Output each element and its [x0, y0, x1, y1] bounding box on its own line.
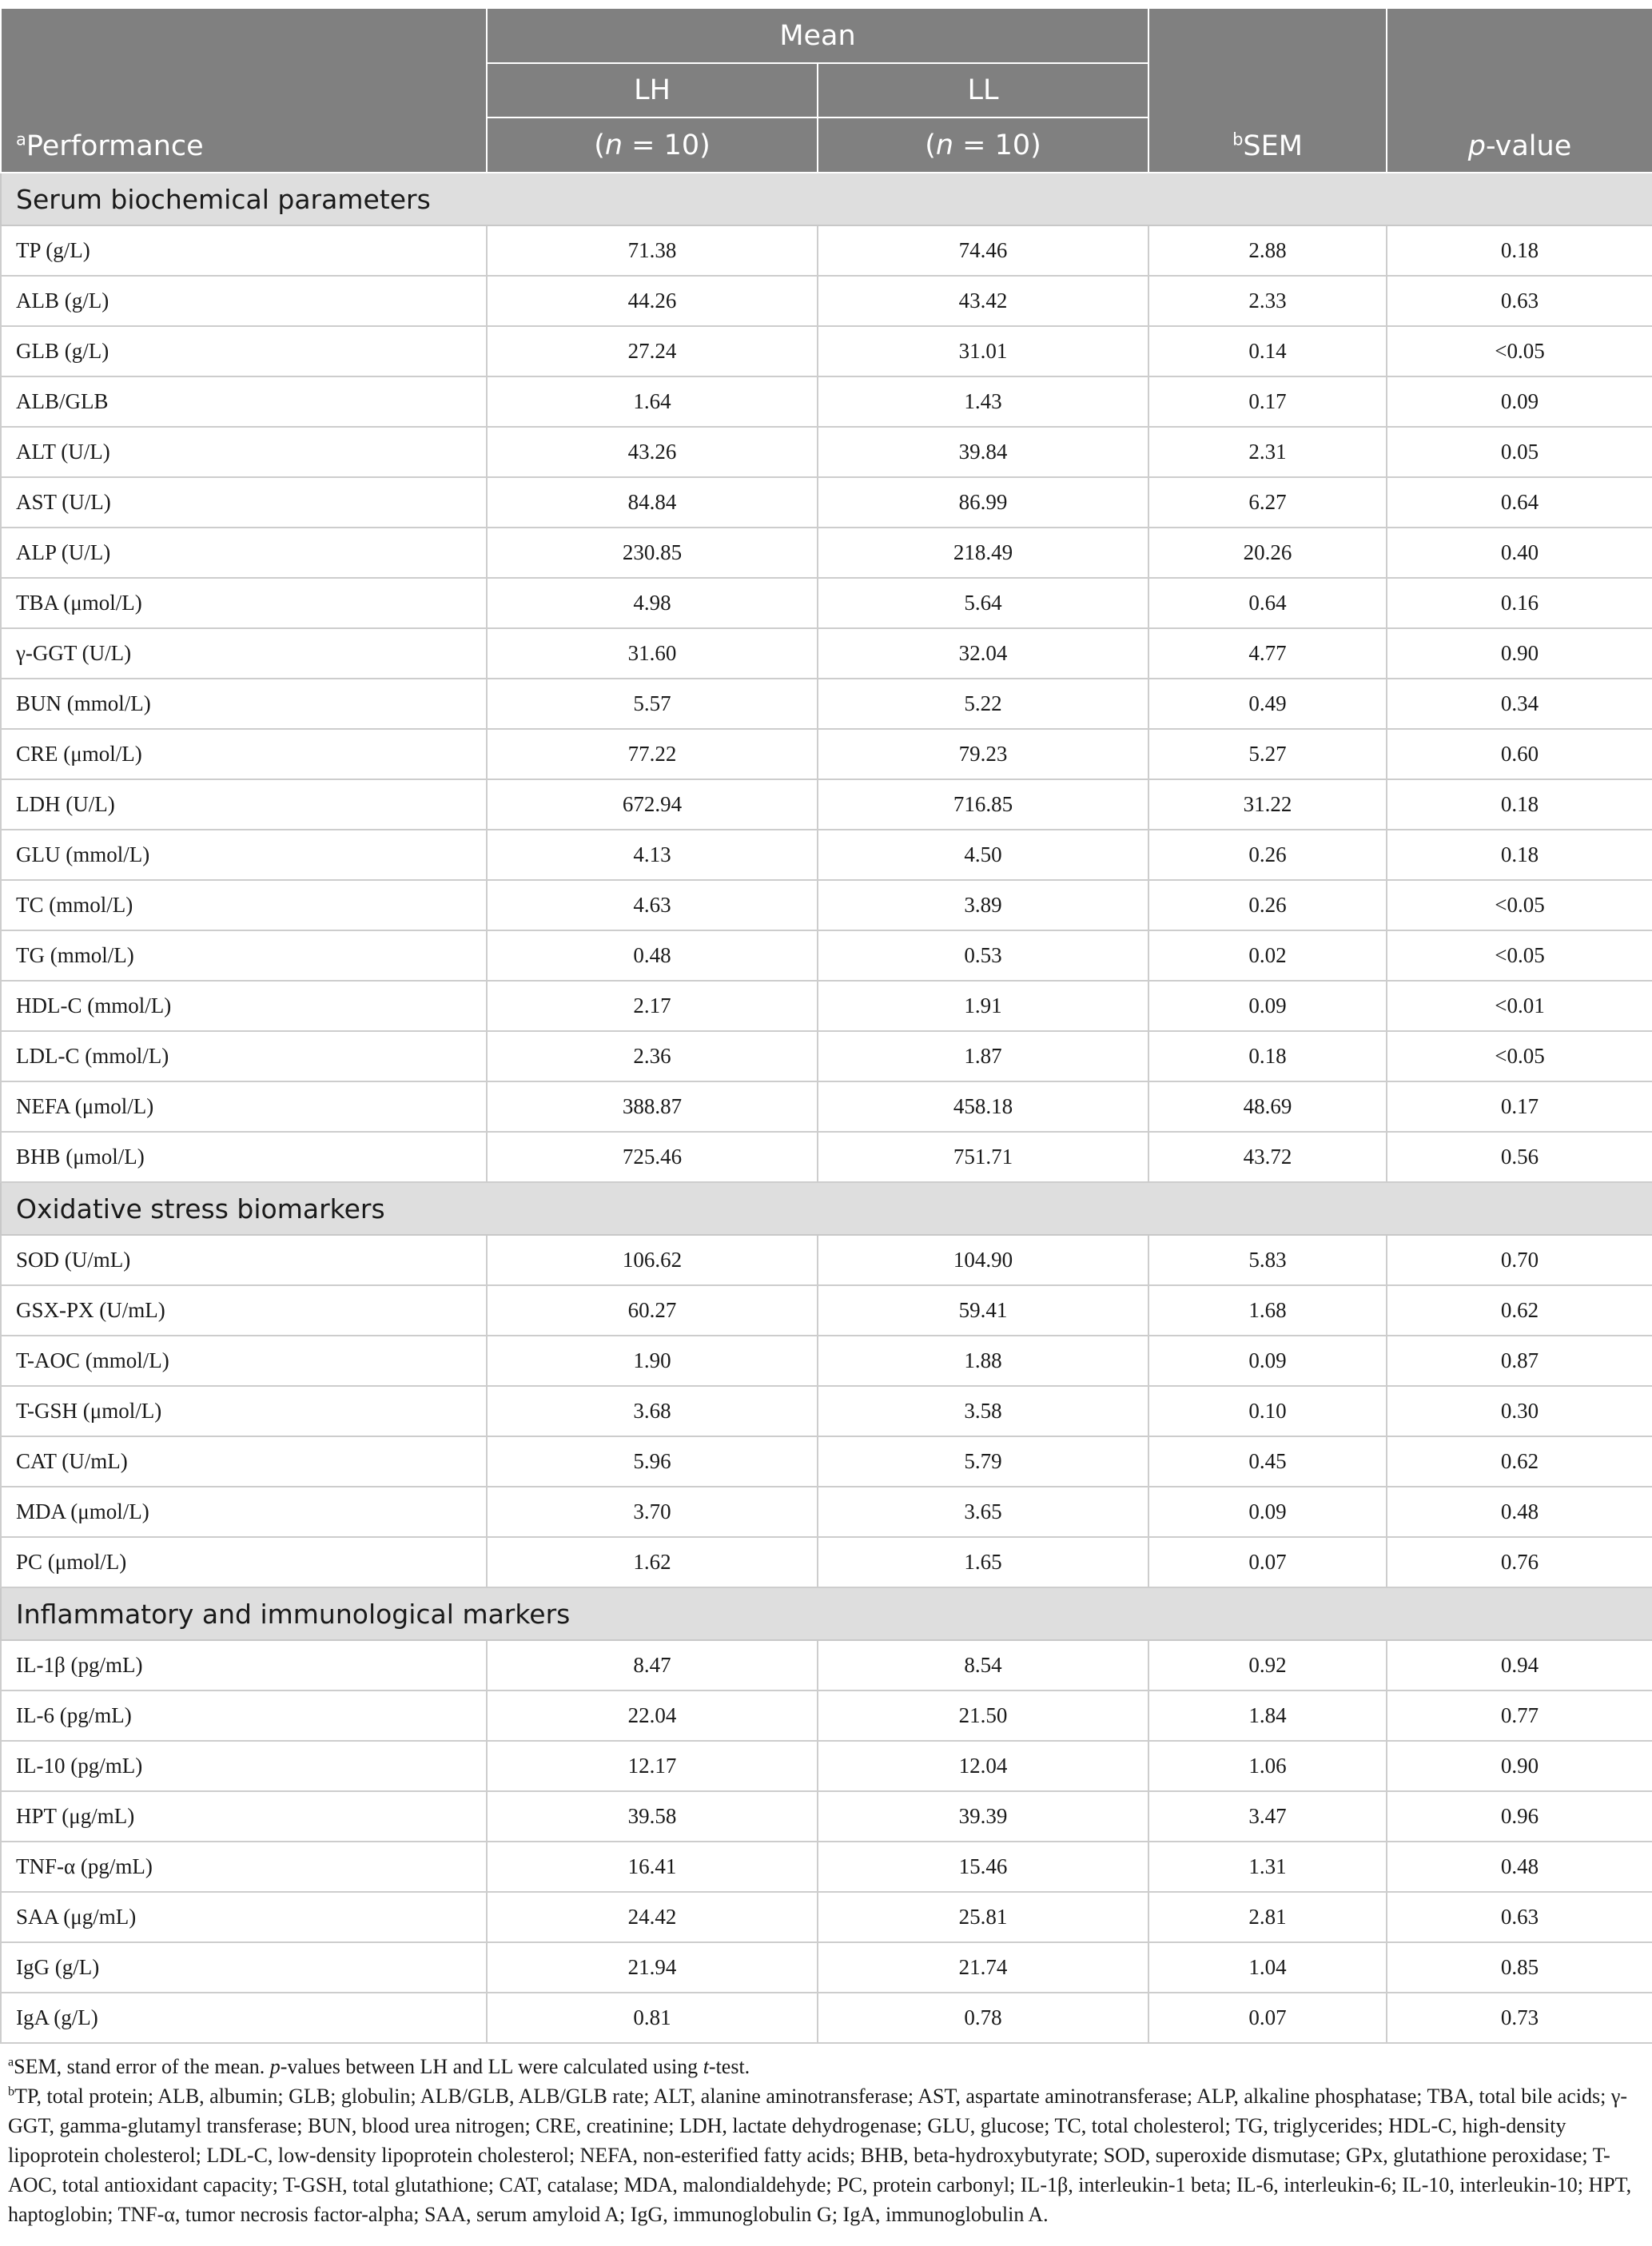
sem-cell: 3.47 — [1148, 1791, 1387, 1842]
lh-mean-cell: 725.46 — [487, 1132, 818, 1182]
table-row — [1, 1386, 1652, 1436]
sem-cell: 1.84 — [1148, 1690, 1387, 1741]
ll-mean-cell: 39.84 — [818, 427, 1148, 477]
lh-mean-cell: 2.36 — [487, 1031, 818, 1081]
table-row — [1, 1942, 1652, 1993]
table-row — [1, 981, 1652, 1031]
parameter-cell: T-GSH (μmol/L) — [1, 1386, 487, 1436]
parameter-cell: CAT (U/mL) — [1, 1436, 487, 1487]
table-row — [1, 1031, 1652, 1081]
sem-cell: 0.02 — [1148, 930, 1387, 981]
lh-mean-cell: 0.81 — [487, 1993, 818, 2043]
sem-cell: 0.26 — [1148, 830, 1387, 880]
parameter-cell: T-AOC (mmol/L) — [1, 1336, 487, 1386]
lh-header: LH — [487, 63, 818, 117]
ll-mean-cell: 104.90 — [818, 1235, 1148, 1285]
p-value-cell: 0.90 — [1387, 628, 1652, 679]
sem-cell: 0.45 — [1148, 1436, 1387, 1487]
table-row — [1, 376, 1652, 427]
parameter-cell: CRE (μmol/L) — [1, 729, 487, 779]
section-title: Inflammatory and immunological markers — [1, 1587, 1652, 1640]
sem-cell: 31.22 — [1148, 779, 1387, 830]
sem-cell: 1.31 — [1148, 1842, 1387, 1892]
parameter-cell: IL-10 (pg/mL) — [1, 1741, 487, 1791]
lh-mean-cell: 77.22 — [487, 729, 818, 779]
lh-mean-cell: 2.17 — [487, 981, 818, 1031]
ll-mean-cell: 458.18 — [818, 1081, 1148, 1132]
parameter-cell: IL-1β (pg/mL) — [1, 1640, 487, 1690]
sem-cell: 4.77 — [1148, 628, 1387, 679]
table-row — [1, 427, 1652, 477]
ll-mean-cell: 15.46 — [818, 1842, 1148, 1892]
ll-mean-cell: 59.41 — [818, 1285, 1148, 1336]
p-value-cell: 0.56 — [1387, 1132, 1652, 1182]
section-title: Serum biochemical parameters — [1, 173, 1652, 225]
parameter-cell: ALB/GLB — [1, 376, 487, 427]
sem-cell: 1.06 — [1148, 1741, 1387, 1791]
sem-cell: 0.92 — [1148, 1640, 1387, 1690]
parameter-cell: GLU (mmol/L) — [1, 830, 487, 880]
ll-mean-cell: 8.54 — [818, 1640, 1148, 1690]
p-value-cell: 0.73 — [1387, 1993, 1652, 2043]
lh-mean-cell: 1.64 — [487, 376, 818, 427]
p-value-cell: 0.16 — [1387, 578, 1652, 628]
section-title: Oxidative stress biomarkers — [1, 1182, 1652, 1235]
table-row — [1, 528, 1652, 578]
ll-mean-cell: 1.43 — [818, 376, 1148, 427]
ll-mean-cell: 751.71 — [818, 1132, 1148, 1182]
p-value-cell: 0.90 — [1387, 1741, 1652, 1791]
p-value-cell: 0.48 — [1387, 1487, 1652, 1537]
p-value-cell: 0.30 — [1387, 1386, 1652, 1436]
ll-mean-cell: 32.04 — [818, 628, 1148, 679]
sem-cell: 5.83 — [1148, 1235, 1387, 1285]
ll-mean-cell: 3.89 — [818, 880, 1148, 930]
lh-mean-cell: 3.68 — [487, 1386, 818, 1436]
ll-mean-cell: 716.85 — [818, 779, 1148, 830]
sem-cell: 20.26 — [1148, 528, 1387, 578]
lh-mean-cell: 1.90 — [487, 1336, 818, 1386]
ll-mean-cell: 39.39 — [818, 1791, 1148, 1842]
parameter-cell: BUN (mmol/L) — [1, 679, 487, 729]
table-row — [1, 779, 1652, 830]
p-value-cell: 0.18 — [1387, 779, 1652, 830]
sem-cell: 2.81 — [1148, 1892, 1387, 1942]
sem-header: $^b$SEM — [1148, 8, 1387, 173]
table-row — [1, 679, 1652, 729]
p-value-cell: 0.64 — [1387, 477, 1652, 528]
ll-mean-cell: 25.81 — [818, 1892, 1148, 1942]
parameter-cell: ALP (U/L) — [1, 528, 487, 578]
p-value-cell: 0.18 — [1387, 225, 1652, 276]
table-header — [1, 8, 1652, 173]
performance-header: $^a$Performance — [1, 8, 487, 173]
sem-cell: 0.07 — [1148, 1993, 1387, 2043]
table-row — [1, 930, 1652, 981]
p-value-cell: 0.85 — [1387, 1942, 1652, 1993]
parameter-cell: TG (mmol/L) — [1, 930, 487, 981]
p-value-cell: 0.96 — [1387, 1791, 1652, 1842]
sem-cell: 1.04 — [1148, 1942, 1387, 1993]
lh-mean-cell: 39.58 — [487, 1791, 818, 1842]
table-row — [1, 628, 1652, 679]
parameter-cell: MDA (μmol/L) — [1, 1487, 487, 1537]
ll-header: LL — [818, 63, 1148, 117]
parameter-cell: ALT (U/L) — [1, 427, 487, 477]
lh-mean-cell: 388.87 — [487, 1081, 818, 1132]
section-header-row — [1, 1182, 1652, 1235]
p-value-cell: 0.62 — [1387, 1285, 1652, 1336]
p-value-cell: 0.05 — [1387, 427, 1652, 477]
parameter-cell: ALB (g/L) — [1, 276, 487, 326]
parameter-cell: TBA (μmol/L) — [1, 578, 487, 628]
ll-mean-cell: 5.79 — [818, 1436, 1148, 1487]
parameter-cell: LDH (U/L) — [1, 779, 487, 830]
lh-mean-cell: 5.96 — [487, 1436, 818, 1487]
sem-cell: 0.26 — [1148, 880, 1387, 930]
sem-cell: 0.49 — [1148, 679, 1387, 729]
table-row — [1, 1892, 1652, 1942]
sem-cell: 0.10 — [1148, 1386, 1387, 1436]
footnotes — [8, 2052, 1644, 2229]
parameter-cell: NEFA (μmol/L) — [1, 1081, 487, 1132]
p-value-cell: 0.40 — [1387, 528, 1652, 578]
ll-mean-cell: 1.91 — [818, 981, 1148, 1031]
parameter-cell: GSX-PX (U/mL) — [1, 1285, 487, 1336]
parameter-cell: BHB (μmol/L) — [1, 1132, 487, 1182]
sem-cell: 2.31 — [1148, 427, 1387, 477]
lh-mean-cell: 71.38 — [487, 225, 818, 276]
p-value-cell: 0.34 — [1387, 679, 1652, 729]
lh-mean-cell: 672.94 — [487, 779, 818, 830]
parameter-cell: TP (g/L) — [1, 225, 487, 276]
ll-mean-cell: 3.65 — [818, 1487, 1148, 1537]
footnote-b: $^b$TP, total protein; ALB, albumin; GLB; globulin; ALB/GLB, ALB/GLB rate; ALT, alanine aminotransferase; AST, aspartate aminotransferase; ALP, alkaline phosphatase; TBA, total bile acids; γ-GGT, gamma-glutamyl transferase; BUN, blood urea nitrogen; CRE, creatinine; LDH, lactate dehydrogenase; GLU, glucose; TC, total cholesterol; TG, triglycerides; HDL-C, high-density lipoprotein cholesterol; LDL-C, low-density lipoprotein cholesterol; NEFA, non-esterified fatty acids; BHB, beta-hydroxybutyrate; SOD, superoxide dismutase; GPx, glutathione peroxidase; T-AOC, total antioxidant capacity; T-GSH, total glutathione; CAT, catalase; MDA, malondialdehyde; PC, protein carbonyl; IL-1β, interleukin-1 beta; IL-6, interleukin-6; IL-10, interleukin-10; HPT, haptoglobin; TNF-α, tumor necrosis factor-alpha; SAA, serum amyloid A; IgG, immunoglobulin G; IgA, immunoglobulin A. — [8, 2085, 1632, 2226]
lh-mean-cell: 8.47 — [487, 1640, 818, 1690]
parameter-cell: IgG (g/L) — [1, 1942, 487, 1993]
parameter-cell: γ-GGT (U/L) — [1, 628, 487, 679]
lh-mean-cell: 16.41 — [487, 1842, 818, 1892]
parameter-cell: IL-6 (pg/mL) — [1, 1690, 487, 1741]
lh-n-header: (n = 10) — [487, 117, 818, 173]
p-value-cell: <0.05 — [1387, 1031, 1652, 1081]
lh-mean-cell: 44.26 — [487, 276, 818, 326]
lh-mean-cell: 21.94 — [487, 1942, 818, 1993]
table-row — [1, 1487, 1652, 1537]
ll-mean-cell: 21.74 — [818, 1942, 1148, 1993]
ll-mean-cell: 0.53 — [818, 930, 1148, 981]
lh-mean-cell: 230.85 — [487, 528, 818, 578]
p-value-cell: <0.05 — [1387, 326, 1652, 376]
ll-mean-cell: 74.46 — [818, 225, 1148, 276]
sem-cell: 0.64 — [1148, 578, 1387, 628]
table-row — [1, 1132, 1652, 1182]
mean-header: Mean — [487, 8, 1148, 63]
p-value-cell: 0.60 — [1387, 729, 1652, 779]
p-value-cell: <0.05 — [1387, 880, 1652, 930]
lh-mean-cell: 43.26 — [487, 427, 818, 477]
sem-cell: 5.27 — [1148, 729, 1387, 779]
lh-mean-cell: 27.24 — [487, 326, 818, 376]
table-row — [1, 477, 1652, 528]
section-header-row — [1, 173, 1652, 225]
lh-mean-cell: 1.62 — [487, 1537, 818, 1587]
ll-mean-cell: 218.49 — [818, 528, 1148, 578]
sem-cell: 1.68 — [1148, 1285, 1387, 1336]
table-row — [1, 1640, 1652, 1690]
ll-mean-cell: 3.58 — [818, 1386, 1148, 1436]
parameter-cell: LDL-C (mmol/L) — [1, 1031, 487, 1081]
table-row — [1, 1741, 1652, 1791]
parameter-cell: HDL-C (mmol/L) — [1, 981, 487, 1031]
table-row — [1, 1436, 1652, 1487]
sem-cell: 6.27 — [1148, 477, 1387, 528]
ll-mean-cell: 5.64 — [818, 578, 1148, 628]
p-value-cell: <0.01 — [1387, 981, 1652, 1031]
parameter-cell: IgA (g/L) — [1, 1993, 487, 2043]
table-row — [1, 880, 1652, 930]
parameter-cell: HPT (μg/mL) — [1, 1791, 487, 1842]
sem-cell: 2.33 — [1148, 276, 1387, 326]
table-row — [1, 326, 1652, 376]
p-value-header: p-value — [1387, 8, 1652, 173]
ll-n-header: (n = 10) — [818, 117, 1148, 173]
lh-mean-cell: 22.04 — [487, 1690, 818, 1741]
lh-mean-cell: 60.27 — [487, 1285, 818, 1336]
ll-mean-cell: 21.50 — [818, 1690, 1148, 1741]
footnote-a: $^a$SEM, stand error of the mean. p-values between LH and LL were calculated using t-test. — [8, 2055, 750, 2078]
lh-mean-cell: 3.70 — [487, 1487, 818, 1537]
ll-mean-cell: 31.01 — [818, 326, 1148, 376]
p-value-cell: 0.63 — [1387, 276, 1652, 326]
sem-cell: 48.69 — [1148, 1081, 1387, 1132]
section-header-row — [1, 1587, 1652, 1640]
p-value-cell: 0.18 — [1387, 830, 1652, 880]
lh-mean-cell: 24.42 — [487, 1892, 818, 1942]
table-row — [1, 225, 1652, 276]
table-row — [1, 1336, 1652, 1386]
p-value-cell: 0.62 — [1387, 1436, 1652, 1487]
table-row — [1, 578, 1652, 628]
lh-mean-cell: 5.57 — [487, 679, 818, 729]
p-value-cell: 0.09 — [1387, 376, 1652, 427]
sem-cell: 0.09 — [1148, 981, 1387, 1031]
sem-cell: 2.88 — [1148, 225, 1387, 276]
parameter-cell: TC (mmol/L) — [1, 880, 487, 930]
sem-cell: 0.09 — [1148, 1487, 1387, 1537]
parameter-cell: PC (μmol/L) — [1, 1537, 487, 1587]
p-value-cell: 0.94 — [1387, 1640, 1652, 1690]
parameter-cell: SAA (μg/mL) — [1, 1892, 487, 1942]
lh-mean-cell: 31.60 — [487, 628, 818, 679]
table-row — [1, 1537, 1652, 1587]
sem-cell: 0.18 — [1148, 1031, 1387, 1081]
ll-mean-cell: 79.23 — [818, 729, 1148, 779]
lh-mean-cell: 4.13 — [487, 830, 818, 880]
lh-mean-cell: 84.84 — [487, 477, 818, 528]
data-table-container — [0, 7, 1652, 2229]
table-row — [1, 1285, 1652, 1336]
lh-mean-cell: 4.63 — [487, 880, 818, 930]
table-row — [1, 1842, 1652, 1892]
table-row — [1, 729, 1652, 779]
parameter-cell: TNF-α (pg/mL) — [1, 1842, 487, 1892]
ll-mean-cell: 0.78 — [818, 1993, 1148, 2043]
ll-mean-cell: 12.04 — [818, 1741, 1148, 1791]
table-row — [1, 1791, 1652, 1842]
table-row — [1, 1993, 1652, 2043]
p-value-cell: 0.63 — [1387, 1892, 1652, 1942]
sem-cell: 0.14 — [1148, 326, 1387, 376]
sem-cell: 0.17 — [1148, 376, 1387, 427]
ll-mean-cell: 4.50 — [818, 830, 1148, 880]
lh-mean-cell: 106.62 — [487, 1235, 818, 1285]
p-value-cell: 0.76 — [1387, 1537, 1652, 1587]
table-row — [1, 830, 1652, 880]
p-value-cell: 0.70 — [1387, 1235, 1652, 1285]
parameter-cell: GLB (g/L) — [1, 326, 487, 376]
ll-mean-cell: 1.65 — [818, 1537, 1148, 1587]
sem-cell: 43.72 — [1148, 1132, 1387, 1182]
ll-mean-cell: 43.42 — [818, 276, 1148, 326]
lh-mean-cell: 0.48 — [487, 930, 818, 981]
table-row — [1, 1235, 1652, 1285]
p-value-cell: 0.17 — [1387, 1081, 1652, 1132]
table-row — [1, 1690, 1652, 1741]
results-table — [0, 7, 1652, 2044]
sem-cell: 0.07 — [1148, 1537, 1387, 1587]
parameter-cell: SOD (U/mL) — [1, 1235, 487, 1285]
ll-mean-cell: 1.87 — [818, 1031, 1148, 1081]
lh-mean-cell: 12.17 — [487, 1741, 818, 1791]
sem-cell: 0.09 — [1148, 1336, 1387, 1386]
table-row — [1, 276, 1652, 326]
parameter-cell: AST (U/L) — [1, 477, 487, 528]
ll-mean-cell: 1.88 — [818, 1336, 1148, 1386]
ll-mean-cell: 86.99 — [818, 477, 1148, 528]
ll-mean-cell: 5.22 — [818, 679, 1148, 729]
lh-mean-cell: 4.98 — [487, 578, 818, 628]
p-value-cell: 0.77 — [1387, 1690, 1652, 1741]
table-row — [1, 1081, 1652, 1132]
table-body — [1, 173, 1652, 2043]
p-value-cell: 0.87 — [1387, 1336, 1652, 1386]
p-value-cell: 0.48 — [1387, 1842, 1652, 1892]
p-value-cell: <0.05 — [1387, 930, 1652, 981]
